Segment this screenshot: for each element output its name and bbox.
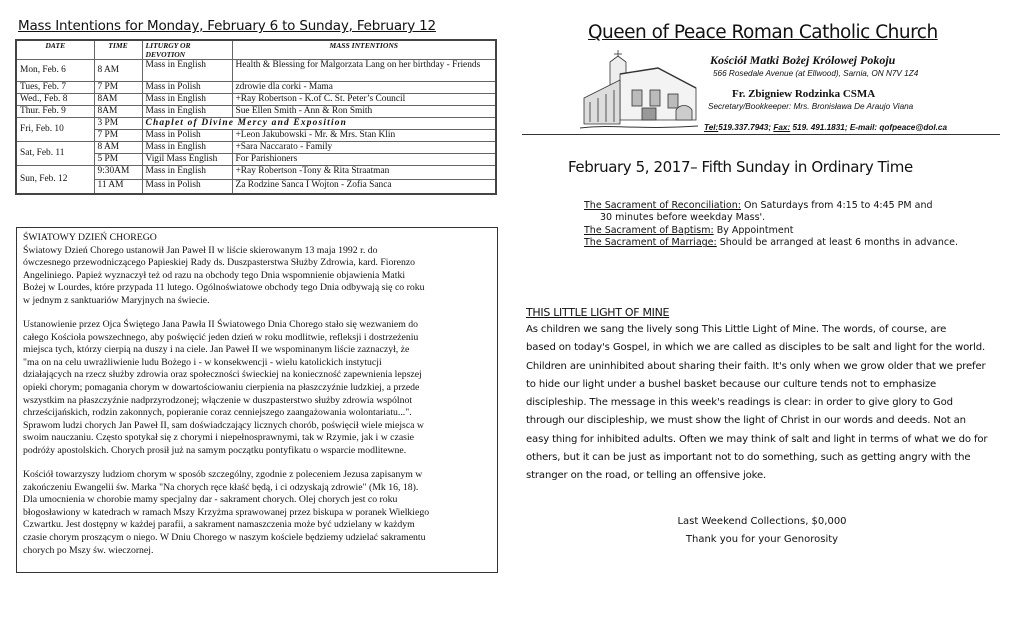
time-cell: 3 PM	[94, 118, 142, 130]
mass-intentions-table	[15, 39, 497, 195]
sunday-title: February 5, 2017– Fifth Sunday in Ordinary Time	[568, 158, 913, 176]
time-cell: 7 PM	[94, 82, 142, 94]
date-cell: Wed., Feb. 8	[16, 94, 94, 106]
intention-cell: For Parishioners	[232, 154, 496, 166]
church-address: 566 Rosedale Avenue (at Ellwood), Sarnia, ON N7V 1Z4	[713, 69, 919, 78]
reflection-line: to hide our light under a bushel basket because our culture tends not to emphasize	[526, 378, 937, 390]
intention-cell: +Sara Naccarato - Family	[232, 142, 496, 154]
intention-cell: +Ray Robertson -Tony & Rita Straatman	[232, 166, 496, 180]
table-row	[16, 82, 496, 94]
header-date: DATE	[16, 40, 94, 60]
reflection-line: others, but it can be just as important not to do something, such as getting angry with the	[526, 452, 971, 464]
church-name-polish: Kościół Matki Bożej Królowej Pokoju	[710, 53, 896, 67]
sacrament-reconciliation	[584, 200, 1004, 212]
table-row	[16, 118, 496, 130]
liturgy-cell: Mass in English	[142, 94, 232, 106]
table-header-row	[16, 40, 496, 60]
date-cell: Mon, Feb. 6	[16, 60, 94, 82]
contact-info	[704, 123, 947, 132]
article-paragraph: Ustanowienie przez Ojca Świętego Jana Pawła II Światowego Dnia Chorego stało się wezwaniem do całego Kościoła powszechnego, aby poświęcić jeden dzień w roku modlitwie, refleksji i dostrzeżeniu miejsca tych, którzy cierpią na duszy i na ciele. Jan Paweł II we wspominanym liście zaznaczył, że "ma on na celu uwrażliwienie ludu Bożego i - w konsekwencji - wielu katolickich instytucji działających na rzecz służby zdrowia oraz społeczności świeckiej na konieczność zapewnienia lepszej opieki chorym; pomagania chorym w dowartościowaniu cierpienia na płaszczyźnie ludzkiej, a przede wszystkim na płaszczyźnie nadprzyrodzonej; włączenie w duszpasterstwo służby zdrowia wspólnot chrześcijańskich, rodzin zakonnych, popieranie coraz cenniejszego zaangażowania wolontariatu...". Sprawom ludzi chorych Jan Paweł II, sam doświadczający licznych chorób, poświęcił wiele miejsca w swoim nauczaniu. Często spotykał się z chorymi i niepełnosprawnymi, tak w Rzymie, jak i w czasie podróży apostolskich. Chorych prosił już na samym początku pontyfikatu o wsparcie modlitewne.	[23, 319, 424, 456]
intention-cell: +Ray Robertson - K.of C. St. Peter’s Council	[232, 94, 496, 106]
table-row	[16, 106, 496, 118]
reflection-line: stranger on the road, or telling an offensive joke.	[526, 470, 767, 482]
liturgy-cell: Mass in English	[142, 106, 232, 118]
chaplet-cell: Chaplet of Divine Mercy and Exposition	[142, 118, 496, 130]
time-cell: 8 AM	[94, 142, 142, 154]
reflection-line: easy thing for inhibited adults. Often we may think of salt and light in terms of what we do for	[526, 433, 988, 445]
marriage-text: Should be arranged at least 6 months in advance.	[716, 237, 958, 249]
header-time: TIME	[94, 40, 142, 60]
time-cell: 8AM	[94, 94, 142, 106]
marriage-label: The Sacrament of Marriage:	[584, 237, 717, 249]
reconciliation-label: The Sacrament of Reconciliation:	[584, 200, 741, 211]
liturgy-cell: Mass in English	[142, 142, 232, 154]
reconciliation-text-continued: 30 minutes before weekday Mass'.	[600, 212, 766, 224]
liturgy-cell: Mass in English	[142, 60, 232, 82]
liturgy-cell: Mass in Polish	[142, 180, 232, 194]
reflection-line: based on today's Gospel, in which we are called as disciples to be salt and light for the world.	[526, 342, 986, 354]
date-cell: Tues, Feb. 7	[16, 82, 94, 94]
sacrament-baptism	[584, 225, 1004, 237]
time-cell: 5 PM	[94, 154, 142, 166]
time-cell: 11 AM	[94, 180, 142, 194]
liturgy-cell: Mass in English	[142, 166, 232, 180]
sacraments-info	[584, 200, 1004, 250]
table-row	[16, 60, 496, 82]
fax-label: Fax:	[773, 123, 791, 132]
table-row	[16, 166, 496, 180]
intention-cell: Health & Blessing for Malgorzata Lang on her birthday - Friends	[232, 60, 496, 82]
intention-cell: zdrowie dla corki - Mama	[232, 82, 496, 94]
pastor-name: Fr. Zbigniew Rodzinka CSMA	[732, 88, 876, 100]
collections-thanks: Thank you for your Genorosity	[685, 534, 839, 545]
time-cell: 8AM	[94, 106, 142, 118]
reflection-line: discipleship. The message in this week's readings is clear: in order to give glory to God	[526, 397, 953, 409]
reflection-line: Children are uninhibited about sharing their faith. It's only when we grow older that we prefer	[526, 360, 986, 372]
secretary-info: Secretary/Bookkeeper: Mrs. Bronisława De Araujo Viana	[708, 102, 914, 111]
table-row	[16, 142, 496, 154]
liturgy-cell: Vigil Mass English	[142, 154, 232, 166]
time-cell: 9:30AM	[94, 166, 142, 180]
collections-amount: Last Weekend Collections, $0,000	[677, 516, 847, 527]
baptism-label: The Sacrament of Baptism:	[584, 224, 714, 236]
fax-email-value: 519. 491.1831; E-mail: qofpeace@dol.ca	[790, 123, 947, 132]
date-cell: Fri, Feb. 10	[16, 118, 94, 142]
reflection-body	[526, 321, 1004, 486]
time-cell: 7 PM	[94, 130, 142, 142]
intention-cell: Sue Ellen Smith - Ann & Ron Smith	[232, 106, 496, 118]
tel-value: 519.337.7943;	[718, 123, 774, 132]
world-day-of-sick-article	[16, 227, 498, 573]
date-cell: Thur. Feb. 9	[16, 106, 94, 118]
header-divider	[522, 134, 1000, 135]
table-row	[16, 94, 496, 106]
time-cell: 8 AM	[94, 60, 142, 82]
reconciliation-text: On Saturdays from 4:15 to 4:45 PM and	[740, 200, 933, 211]
date-cell: Sun, Feb. 12	[16, 166, 94, 194]
date-cell: Sat, Feb. 11	[16, 142, 94, 166]
header-liturgy: LITURGY OR DEVOTION	[142, 40, 232, 60]
tel-label: Tel:	[704, 123, 719, 132]
intention-cell: Za Rodzine Sanca I Wojton - Zofia Sanca	[232, 180, 496, 194]
intention-cell: +Leon Jakubowski - Mr. & Mrs. Stan Klin	[232, 130, 496, 142]
baptism-text: By Appointment	[713, 224, 794, 236]
header-intentions: MASS INTENTIONS	[232, 40, 496, 60]
article-paragraph: Kościół towarzyszy ludziom chorym w sposób szczególny, zgodnie z poleceniem Jezusa zapisanym w zakończeniu Ewangelii św. Marka "Na chorych ręce kłaść będą, i ci odzyskają zdrowie" (Mk 16, 18). Dla umocnienia w chorobie mamy specjalny dar - sakrament chorych. Olej chorych jest co roku błogosławiony w katedrach w ramach Mszy Krzyżma sprawowanej przez biskupa w poranek Wielkiego Czwartku. Jest dostępny w każdej parafii, a sakrament namaszczenia może być udzielany w każdym czasie chorym proszącym o niego. W Dniu Chorego w naszym kościele będziemy udzielać sakramentu chorych po Mszy św. wieczornej.	[23, 469, 430, 556]
article-paragraph: Światowy Dzień Chorego ustanowił Jan Paweł II w liście skierowanym 13 maja 1992 r. do ówczesnego przewodniczącego Papieskiej Rady ds. Duszpasterstwa Służby Zdrowia, kard. Fiorenzo Angeliniego. Papież wyznaczył też od razu na obchody tego Dnia wspomnienie objawienia Matki Bożej w Lourdes, które przypada 11 lutego. Ogólnoświatowe obchody tego Dnia odbywają się co roku w jednym z sanktuariów Maryjnych na świecie.	[23, 244, 425, 306]
church-building-illustration	[580, 48, 698, 132]
collections-notice	[522, 513, 1002, 549]
liturgy-cell: Mass in Polish	[142, 82, 232, 94]
reflection-title: THIS LITTLE LIGHT OF MINE	[526, 306, 670, 319]
schedule-title: Mass Intentions for Monday, February 6 to Sunday, February 12	[18, 18, 436, 34]
sacrament-marriage	[584, 237, 1004, 249]
article-title: ŚWIATOWY DZIEŃ CHOREGO	[23, 232, 157, 243]
reflection-line: As children we sang the lively song This Little Light of Mine. The words, of course, are	[526, 324, 947, 335]
church-name: Queen of Peace Roman Catholic Church	[588, 22, 938, 43]
liturgy-cell: Mass in Polish	[142, 130, 232, 142]
reflection-line: through our discipleship, we must show the light of Christ in our words and deeds. Not an	[526, 415, 966, 427]
